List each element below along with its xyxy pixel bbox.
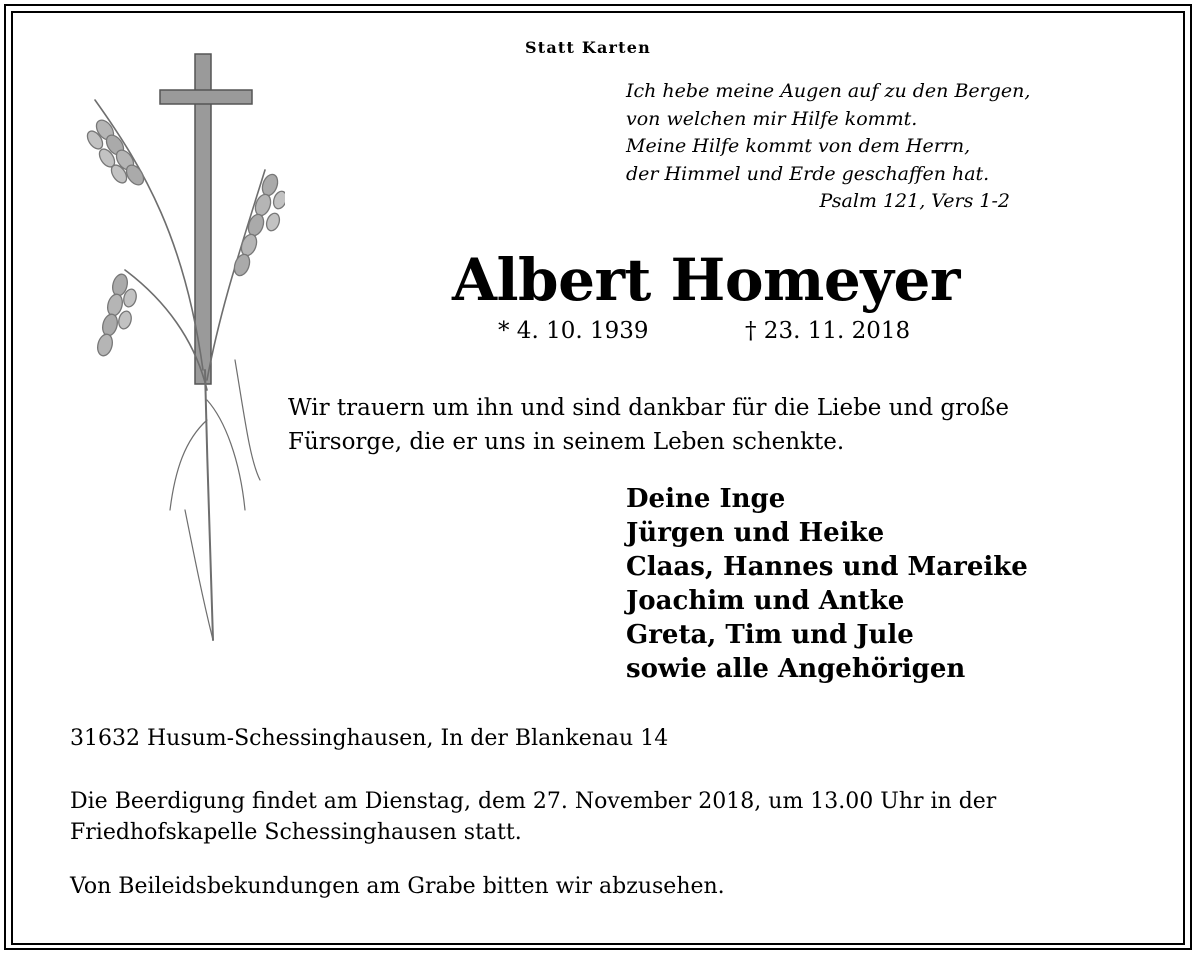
message-line: Fürsorge, die er uns in seinem Leben schenkte.	[288, 429, 845, 455]
mourner-entry: Joachim und Antke	[626, 586, 905, 616]
funeral-line: Die Beerdigung findet am Dienstag, dem 27. November 2018, um 13.00 Uhr in der	[70, 789, 997, 814]
mourner-entry: sowie alle Angehörigen	[626, 654, 966, 684]
condolences-note: Von Beileidsbekundungen am Grabe bitten wir abzusehen.	[70, 874, 725, 899]
funeral-notice	[70, 786, 996, 848]
statt-karten-label: Statt Karten	[525, 38, 651, 57]
funeral-line: Friedhofskapelle Schessinghausen statt.	[70, 820, 522, 845]
message-line: Wir trauern um ihn und sind dankbar für die Liebe und große	[288, 395, 1009, 421]
deceased-name: Albert Homeyer	[452, 246, 960, 314]
cross-with-wheat-icon	[35, 40, 285, 660]
psalm-line: Meine Hilfe kommt von dem Herrn,	[626, 135, 971, 157]
mourner-entry: Jürgen und Heike	[626, 518, 885, 548]
psalm-line: Ich hebe meine Augen auf zu den Bergen,	[626, 80, 1031, 102]
mourning-message	[288, 391, 1009, 459]
mourners-list	[626, 482, 1028, 686]
death-date: † 23. 11. 2018	[745, 318, 911, 344]
mourner-entry: Deine Inge	[626, 484, 786, 514]
psalm-line: von welchen mir Hilfe kommt.	[626, 107, 918, 130]
psalm-reference: Psalm 121, Vers 1-2	[819, 190, 1010, 212]
birth-date: * 4. 10. 1939	[498, 318, 649, 344]
psalm-line: der Himmel und Erde geschaffen hat.	[626, 162, 990, 185]
family-address: 31632 Husum-Schessinghausen, In der Blankenau 14	[70, 726, 669, 751]
mourner-entry: Claas, Hannes und Mareike	[626, 552, 1028, 582]
psalm-verse	[626, 78, 1030, 188]
mourner-entry: Greta, Tim und Jule	[626, 620, 914, 650]
